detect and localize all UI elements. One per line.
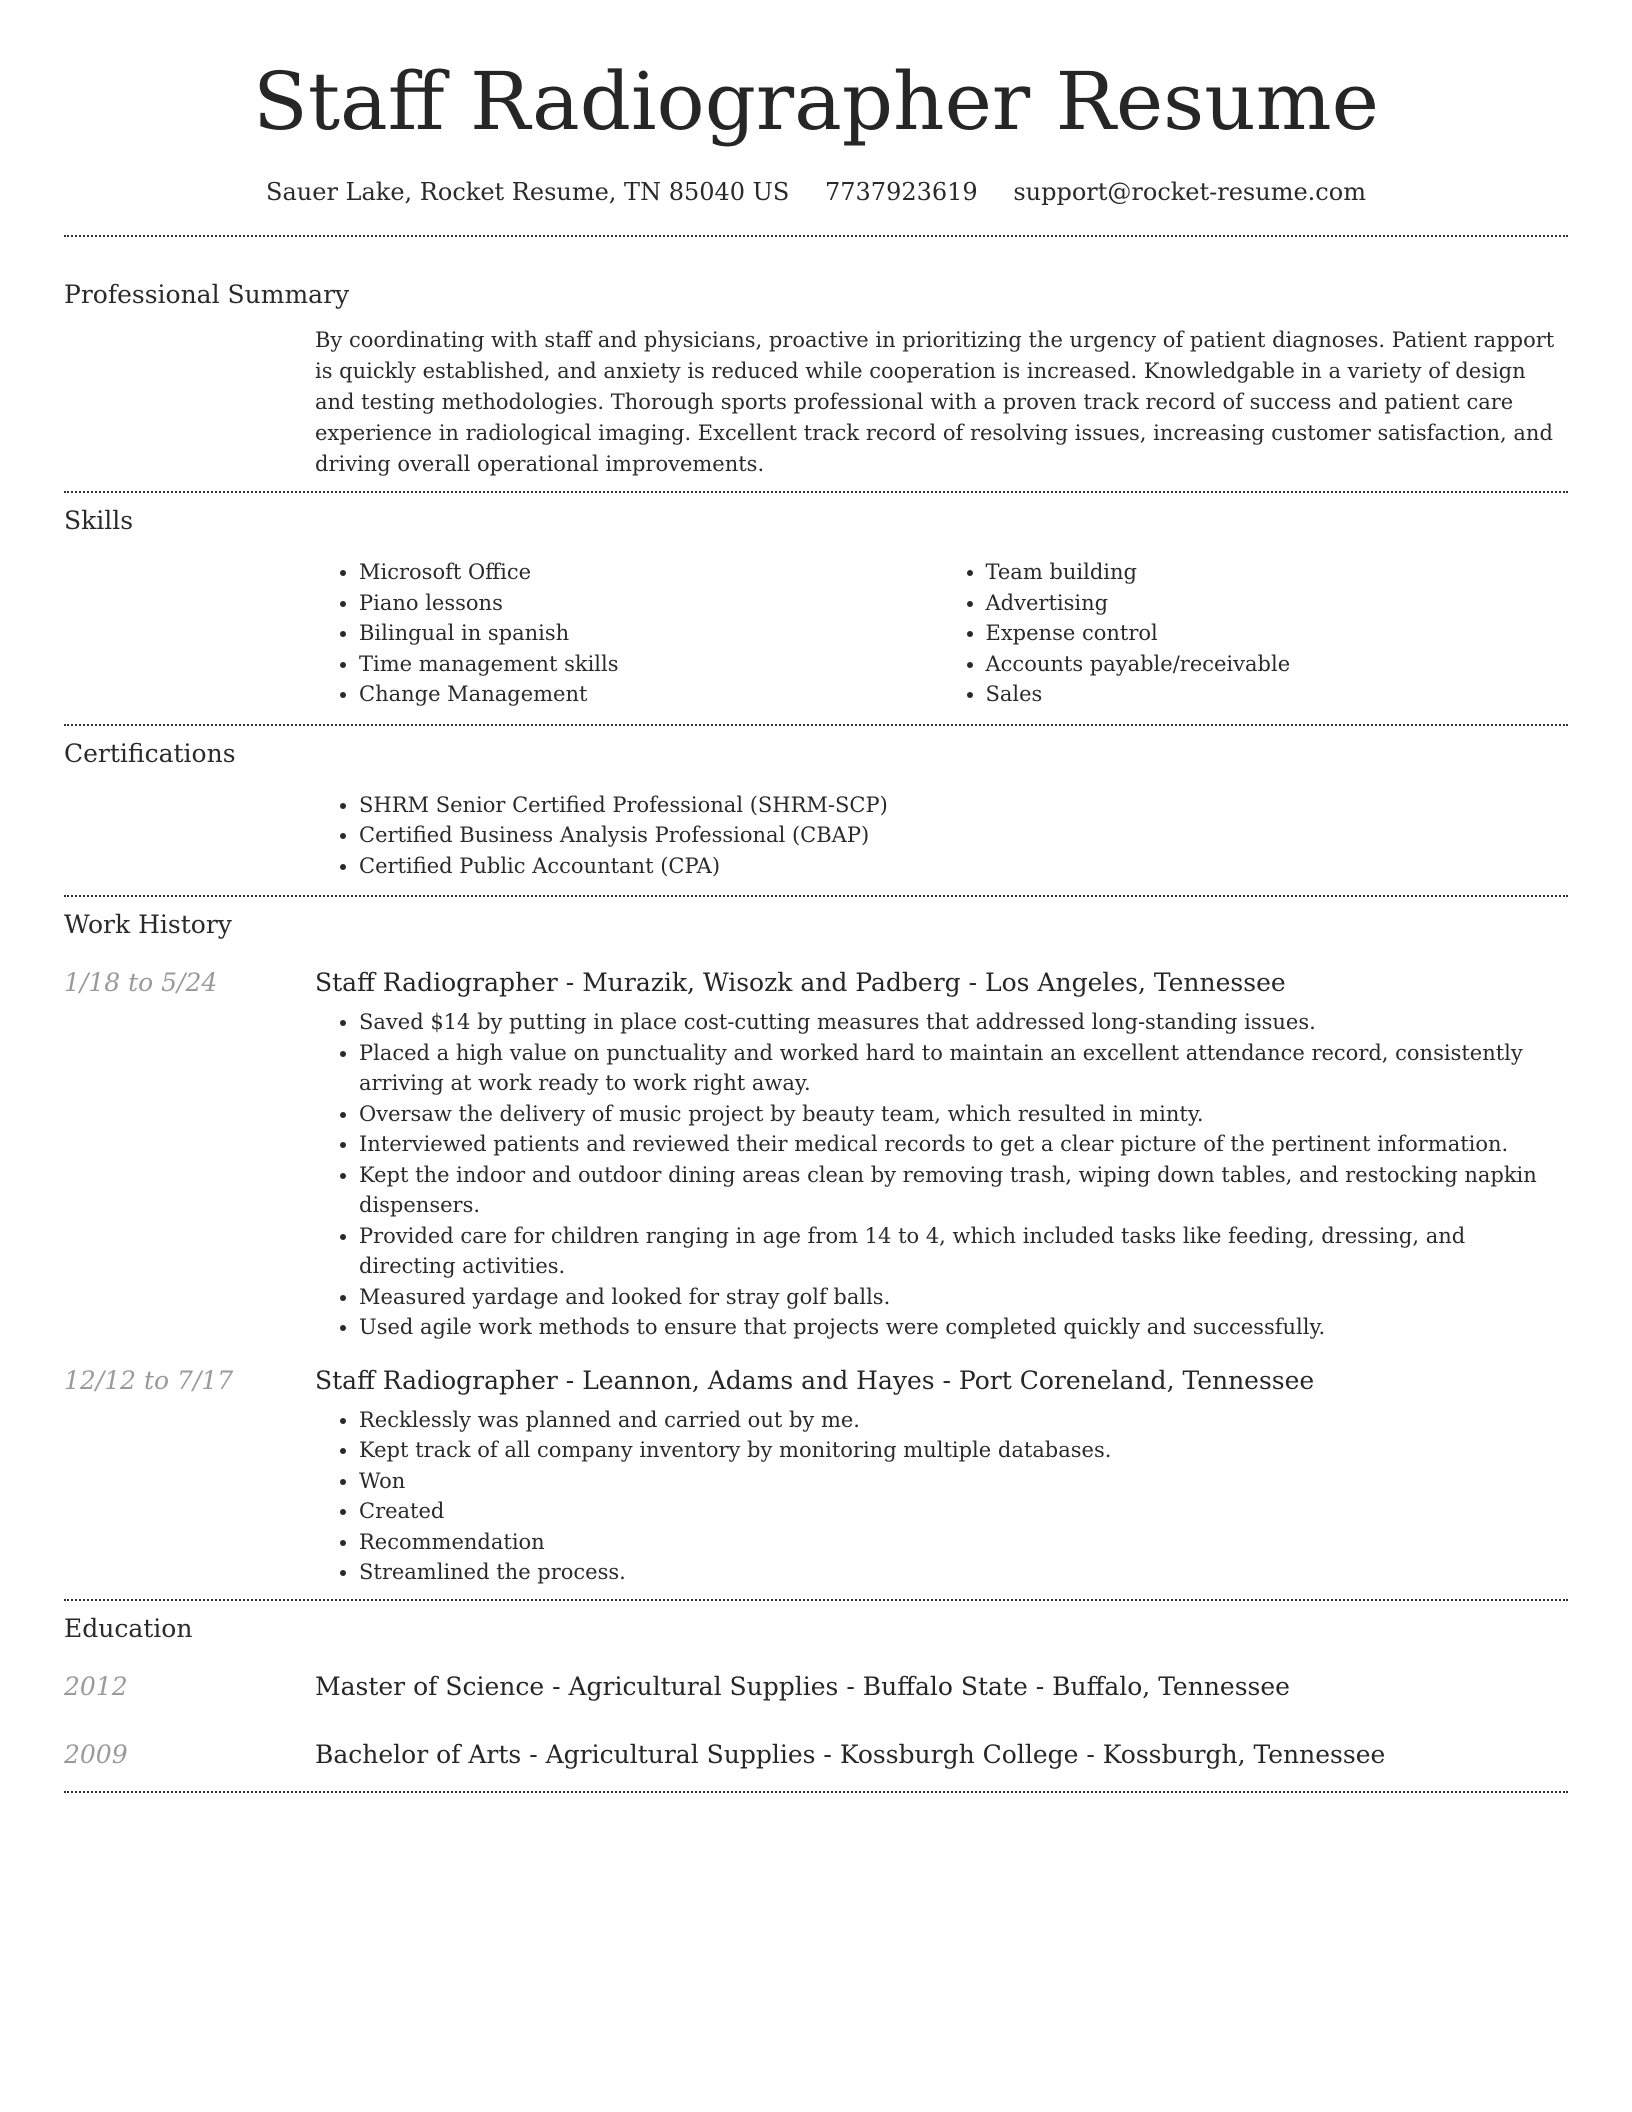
job-bullet: • Measured yardage and looked for stray golf balls. [359, 1282, 1568, 1313]
education-section [64, 1601, 1568, 1791]
job-bullet: • Provided care for children ranging in age from 14 to 4, which included tasks like feeding, dressing, and directing activities. [359, 1221, 1568, 1282]
certification-item: • SHRM Senior Certified Professional (SHRM-SCP) [359, 790, 1568, 821]
skills-list-left [315, 557, 942, 710]
skill-item: • Time management skills [359, 649, 942, 680]
certification-item: • Certified Public Accountant (CPA) [359, 851, 1568, 882]
job-entry [64, 963, 1568, 1343]
job-dates: 12/12 to 7/17 [64, 1365, 234, 1395]
skill-item: • Bilingual in spanish [359, 618, 942, 649]
job-bullet: • Saved $14 by putting in place cost-cutting measures that addressed long-standing issues. [359, 1007, 1568, 1038]
skill-item: • Sales [986, 679, 1569, 710]
skill-item: • Microsoft Office [359, 557, 942, 588]
education-degree: Bachelor of Arts - Agricultural Supplies - Kossburgh College - Kossburgh, Tennessee [315, 1739, 1386, 1769]
skill-item: • Team building [986, 557, 1569, 588]
certifications-body [315, 790, 1568, 896]
job-details [315, 963, 1568, 1343]
certifications-heading: Certifications [64, 738, 236, 768]
contact-line [64, 172, 1568, 212]
job-bullet: • Kept the indoor and outdoor dining areas clean by removing trash, wiping down tables, and restocking napkin dispensers. [359, 1160, 1568, 1221]
education-year: 2009 [64, 1739, 128, 1769]
skill-item: • Advertising [986, 588, 1569, 619]
job-title: Staff Radiographer - Leannon, Adams and Hayes - Port Coreneland, Tennessee [315, 1365, 1315, 1395]
contact-phone: 7737923619 [824, 178, 978, 206]
job-bullets [315, 1007, 1568, 1343]
education-entries [64, 1667, 1568, 1791]
skill-item: • Accounts payable/receivable [986, 649, 1569, 680]
education-degree: Master of Science - Agricultural Supplies - Buffalo State - Buffalo, Tennessee [315, 1671, 1290, 1701]
job-bullet: • Recklessly was planned and carried out by me. [359, 1405, 1568, 1436]
work-heading: Work History [64, 910, 232, 939]
certification-item: • Certified Business Analysis Professional (CBAP) [359, 820, 1568, 851]
resume-page [64, 0, 1568, 1793]
education-entry [64, 1735, 1568, 1775]
job-details [315, 1361, 1568, 1588]
job-bullet: • Streamlined the process. [359, 1557, 1568, 1588]
skills-section [64, 493, 1568, 724]
skill-item: • Change Management [359, 679, 942, 710]
job-bullet: • Created [359, 1496, 1568, 1527]
skills-grid [315, 557, 1568, 724]
skills-heading: Skills [64, 506, 134, 535]
job-bullet: • Won [359, 1466, 1568, 1497]
job-bullet: • Interviewed patients and reviewed their medical records to get a clear picture of the pertinent information. [359, 1129, 1568, 1160]
job-bullet: • Recommendation [359, 1527, 1568, 1558]
job-title: Staff Radiographer - Murazik, Wisozk and Padberg - Los Angeles, Tennessee [315, 968, 1286, 997]
certifications-section [64, 726, 1568, 896]
contact-address: Sauer Lake, Rocket Resume, TN 85040 US [266, 178, 790, 206]
summary-text: By coordinating with staff and physicians, proactive in prioritizing the urgency of patient diagnoses. Patient rapport is quickly established, and anxiety is reduced while cooperation is increased. Knowledgable in a variety of design and testing methodologies. Thorough sports professional with a proven track record of success and patient care experience in radiological imaging. Excellent track record of resolving issues, increasing customer satisfaction, and driving overall operational improvements. [315, 328, 1555, 476]
job-bullet: • Placed a high value on punctuality and worked hard to maintain an excellent attendance record, consistently arriving at work ready to work right away. [359, 1038, 1568, 1099]
certifications-list [315, 790, 1568, 882]
summary-section [64, 237, 1568, 491]
job-entry [64, 1361, 1568, 1588]
work-entries [64, 963, 1568, 1599]
education-entry [64, 1667, 1568, 1707]
job-bullet: • Kept track of all company inventory by monitoring multiple databases. [359, 1435, 1568, 1466]
job-bullet: • Oversaw the delivery of music project by beauty team, which resulted in minty. [359, 1099, 1568, 1130]
contact-email: support@rocket-resume.com [1013, 178, 1366, 206]
summary-heading: Professional Summary [64, 280, 350, 309]
job-bullets [315, 1405, 1568, 1588]
skill-item: • Expense control [986, 618, 1569, 649]
job-bullet: • Used agile work methods to ensure that projects were completed quickly and successfully. [359, 1312, 1568, 1343]
education-heading: Education [64, 1613, 193, 1643]
work-section [64, 897, 1568, 1599]
resume-title: Staff Radiographer Resume [253, 55, 1379, 148]
skills-list-right [942, 557, 1569, 710]
education-year: 2012 [64, 1671, 128, 1701]
job-dates: 1/18 to 5/24 [64, 968, 218, 997]
divider [64, 1791, 1568, 1793]
skill-item: • Piano lessons [359, 588, 942, 619]
